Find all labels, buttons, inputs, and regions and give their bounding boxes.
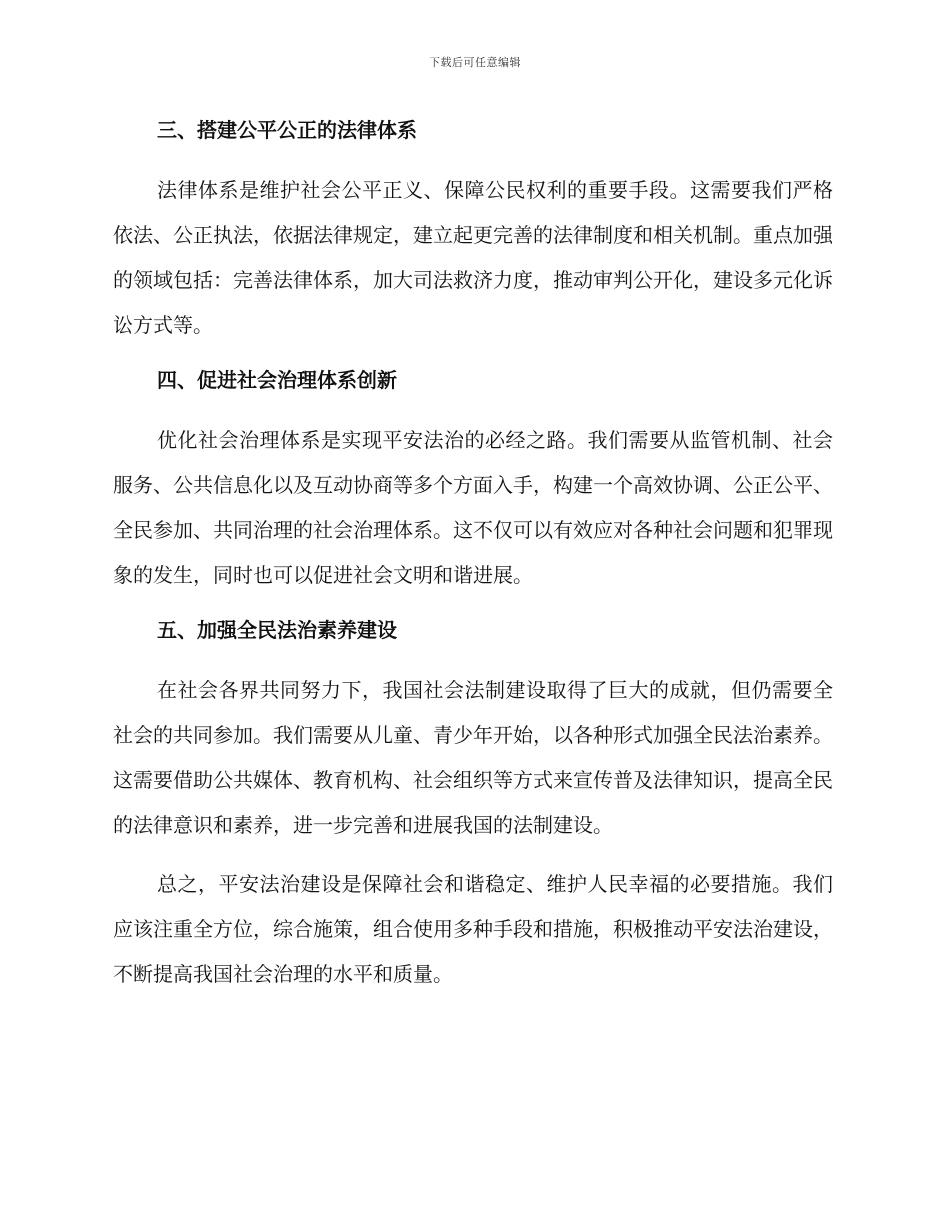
- conclusion-paragraph: 总之，平安法治建设是保障社会和谐稳定、维护人民幸福的必要措施。我们应该注重全方位，综合施策，组合使用多种手段和措施，积极推动平安法治建设，不断提高我国社会治理的水平和质量。: [113, 872, 833, 986]
- section-paragraph: 法律体系是维护社会公平正义、保障公民权利的重要手段。这需要我们严格依法、公正执法，依据法律规定，建立起更完善的法律制度和相关机制。重点加强的领域包括：完善法律体系，加大司法救济力度，推动审判公开化，建设多元化诉讼方式等。: [113, 178, 833, 337]
- section-heading: 四、促进社会治理体系创新: [157, 368, 397, 392]
- section-heading: 五、加强全民法治素养建设: [157, 618, 397, 642]
- section-5: [113, 612, 833, 848]
- document-body: [113, 112, 833, 1011]
- section-paragraph: 优化社会治理体系是实现平安法治的必经之路。我们需要从监管机制、社会服务、公共信息化以及互动协商等多个方面入手，构建一个高效协调、公正公平、全民参加、共同治理的社会治理体系。这不仅可以有效应对各种社会问题和犯罪现象的发生，同时也可以促进社会文明和谐进展。: [113, 428, 833, 587]
- section-3: [113, 112, 833, 348]
- section-heading: 三、搭建公平公正的法律体系: [157, 118, 417, 142]
- section-4: [113, 362, 833, 598]
- page-header: 下载后可任意编辑: [429, 56, 521, 69]
- section-paragraph: 在社会各界共同努力下，我国社会法制建设取得了巨大的成就，但仍需要全社会的共同参加。我们需要从儿童、青少年开始，以各种形式加强全民法治素养。这需要借助公共媒体、教育机构、社会组织等方式来宣传普及法律知识，提高全民的法律意识和素养，进一步完善和进展我国的法制建设。: [113, 678, 833, 837]
